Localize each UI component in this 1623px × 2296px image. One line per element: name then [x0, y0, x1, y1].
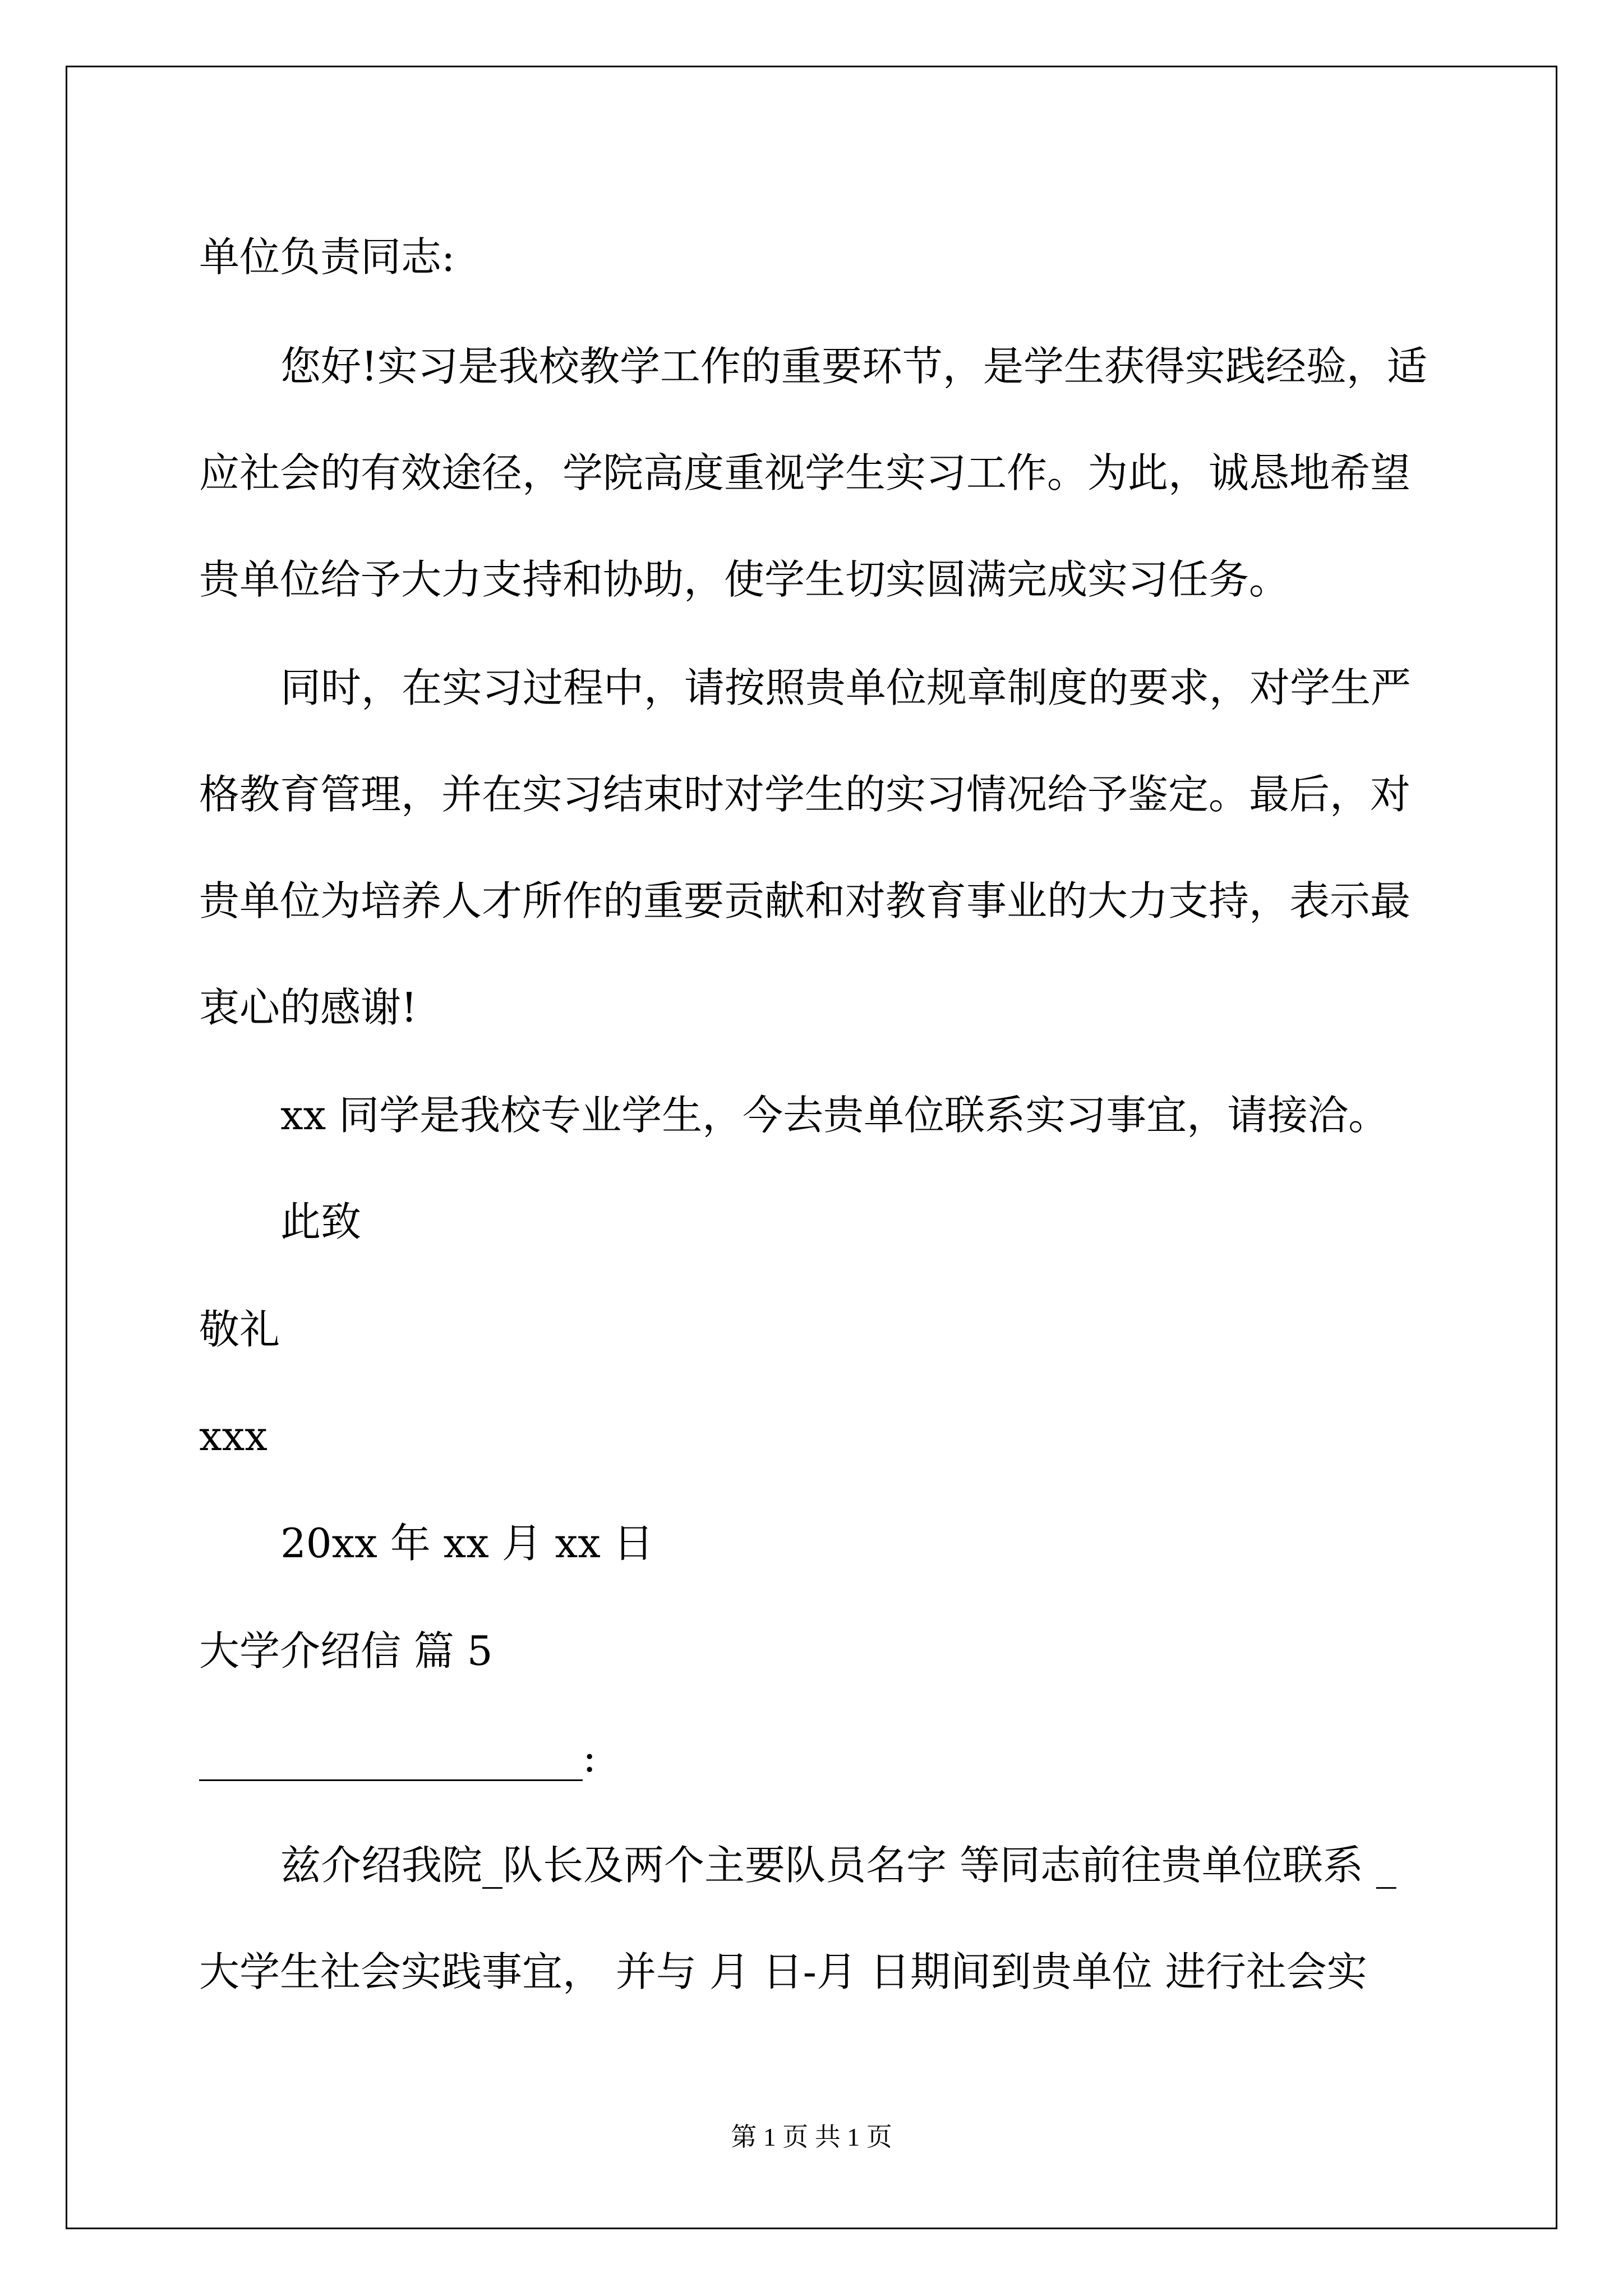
- date: 20xx 年 xx 月 xx 日: [280, 1520, 654, 1567]
- paragraph-2-line-4: 衷心的感谢!: [199, 984, 417, 1031]
- paragraph-3-line-1: xx 同学是我校专业学生，今去贵单位联系实习事宜，请接洽。: [280, 1092, 1389, 1139]
- closing-salutation: 此致: [280, 1198, 362, 1245]
- paragraph-2-line-3: 贵单位为培养人才所作的重要贡献和对教育事业的大力支持，表示最: [199, 877, 1411, 924]
- closing-respect: 敬礼: [199, 1306, 280, 1353]
- greeting: 单位负责同志:: [199, 233, 455, 280]
- intro-line-2: 大学生社会实践事宜， 并与 月 日-月 日期间到贵单位 进行社会实: [199, 1948, 1367, 1995]
- paragraph-1-line-1: 您好!实习是我校教学工作的重要环节，是学生获得实践经验，适: [280, 343, 1427, 390]
- signature: xxx: [199, 1412, 268, 1460]
- section-heading: 大学介绍信 篇 5: [199, 1627, 493, 1674]
- paragraph-2-line-2: 格教育管理，并在实习结束时对学生的实习情况给予鉴定。最后，对: [199, 771, 1411, 818]
- blank-recipient: ___________________:: [199, 1734, 597, 1781]
- paragraph-2-line-1: 同时，在实习过程中，请按照贵单位规章制度的要求，对学生严: [280, 664, 1412, 711]
- page-number-footer: 第 1 页 共 1 页: [731, 2123, 892, 2151]
- paragraph-1-line-3: 贵单位给予大力支持和协助，使学生切实圆满完成实习任务。: [199, 556, 1290, 603]
- paragraph-1-line-2: 应社会的有效途径，学院高度重视学生实习工作。为此，诚恳地希望: [199, 449, 1411, 496]
- intro-line-1: 兹介绍我院_队长及两个主要队员名字 等同志前往贵单位联系 _: [280, 1842, 1396, 1889]
